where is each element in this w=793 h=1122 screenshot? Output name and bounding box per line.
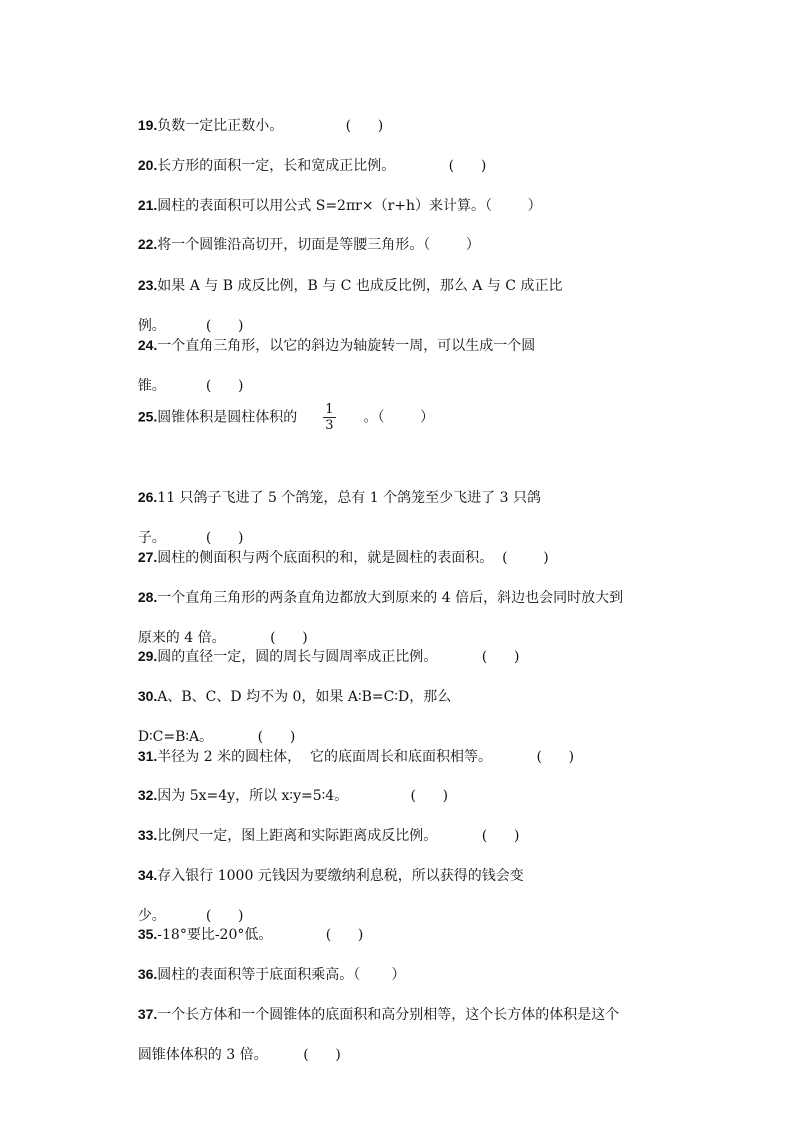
question-text-continued: D∶C=B∶A。 ( ) — [137, 729, 296, 745]
question-text: 圆的直径一定，圆的周长与圆周率成正比例。 ( ) — [157, 649, 520, 665]
question-number: 34. — [137, 867, 158, 883]
question-number: 24. — [137, 337, 158, 353]
fraction — [323, 402, 335, 433]
question-text: 长方形的面积一定，长和宽成正比例。 ( ) — [157, 158, 487, 174]
question-number: 22. — [137, 236, 158, 252]
question-25 — [120, 382, 690, 453]
question-text: 一个直角三角形的两条直角边都放大到原来的 4 倍后，斜边也会同时放大到 — [157, 590, 624, 606]
question-number: 31. — [137, 748, 158, 764]
question-number: 30. — [137, 688, 158, 704]
question-text: 比例尺一定，图上距离和实际距离成反比例。 ( ) — [157, 828, 520, 844]
question-text: 存入银行 1000 元钱因为要缴纳利息税，所以获得的钱会变 — [157, 868, 524, 884]
question-text: A、B、C、D 均不为 0，如果 A∶B=C∶D，那么 — [157, 689, 452, 705]
fraction-numerator: 1 — [325, 402, 334, 417]
question-text: 11 只鸽子飞进了 5 个鸽笼，总有 1 个鸽笼至少飞进了 3 只鸽 — [157, 490, 541, 506]
question-number: 20. — [137, 157, 158, 173]
question-text: 半径为 2 米的圆柱体， 它的底面周长和底面积相等。 ( ) — [157, 749, 575, 765]
question-text: 圆锥体积是圆柱体积的 — [157, 409, 298, 426]
question-text: -18°要比-20°低。 ( ) — [157, 927, 364, 943]
fraction-denominator: 3 — [325, 418, 334, 433]
question-text: 一个长方体和一个圆锥体的底面积和高分别相等，这个长方体的体积是这个 — [157, 1007, 620, 1023]
question-text-continued: 锥。 ( ) — [137, 378, 244, 394]
question-number: 36. — [137, 966, 158, 982]
question-number: 21. — [137, 197, 158, 213]
question-number: 32. — [137, 787, 158, 803]
question-text-continued: 例。 ( ) — [137, 318, 244, 334]
question-number: 35. — [137, 926, 158, 942]
question-text-continued: 原来的 4 倍。 ( ) — [137, 630, 308, 646]
question-text-continued: 圆锥体体积的 3 倍。 ( ) — [137, 1047, 341, 1063]
question-number: 23. — [137, 277, 158, 293]
question-text: 如果 A 与 B 成反比例，B 与 C 也成反比例，那么 A 与 C 成正比 — [157, 278, 563, 294]
question-number: 28. — [137, 589, 158, 605]
question-number: 25. — [137, 408, 158, 425]
question-number: 33. — [137, 827, 158, 843]
question-text-continued: 少。 ( ) — [137, 908, 244, 924]
question-number: 19. — [137, 117, 158, 133]
question-text-end: 。（ ） — [363, 409, 435, 426]
question-number: 37. — [137, 1006, 158, 1022]
question-text: 因为 5x=4y，所以 x∶y=5∶4。 ( ) — [157, 788, 449, 804]
question-text: 圆柱的侧面积与两个底面积的和，就是圆柱的表面积。 ( ) — [157, 550, 549, 566]
question-number: 29. — [137, 648, 158, 664]
question-text: 一个直角三角形，以它的斜边为轴旋转一周，可以生成一个圆 — [157, 338, 536, 354]
question-text: 负数一定比正数小。 ( ) — [157, 118, 384, 134]
question-text: 圆柱的表面积可以用公式 S=2πr×（r+h）来计算。（ ） — [157, 198, 542, 214]
question-text: 圆柱的表面积等于底面积乘高。（ ） — [157, 967, 406, 983]
question-number: 26. — [137, 489, 158, 505]
question-37 — [120, 984, 690, 1085]
question-text-continued: 子。 ( ) — [137, 530, 244, 546]
question-text: 将一个圆锥沿高切开，切面是等腰三角形。（ ） — [157, 237, 480, 253]
question-number: 27. — [137, 549, 158, 565]
